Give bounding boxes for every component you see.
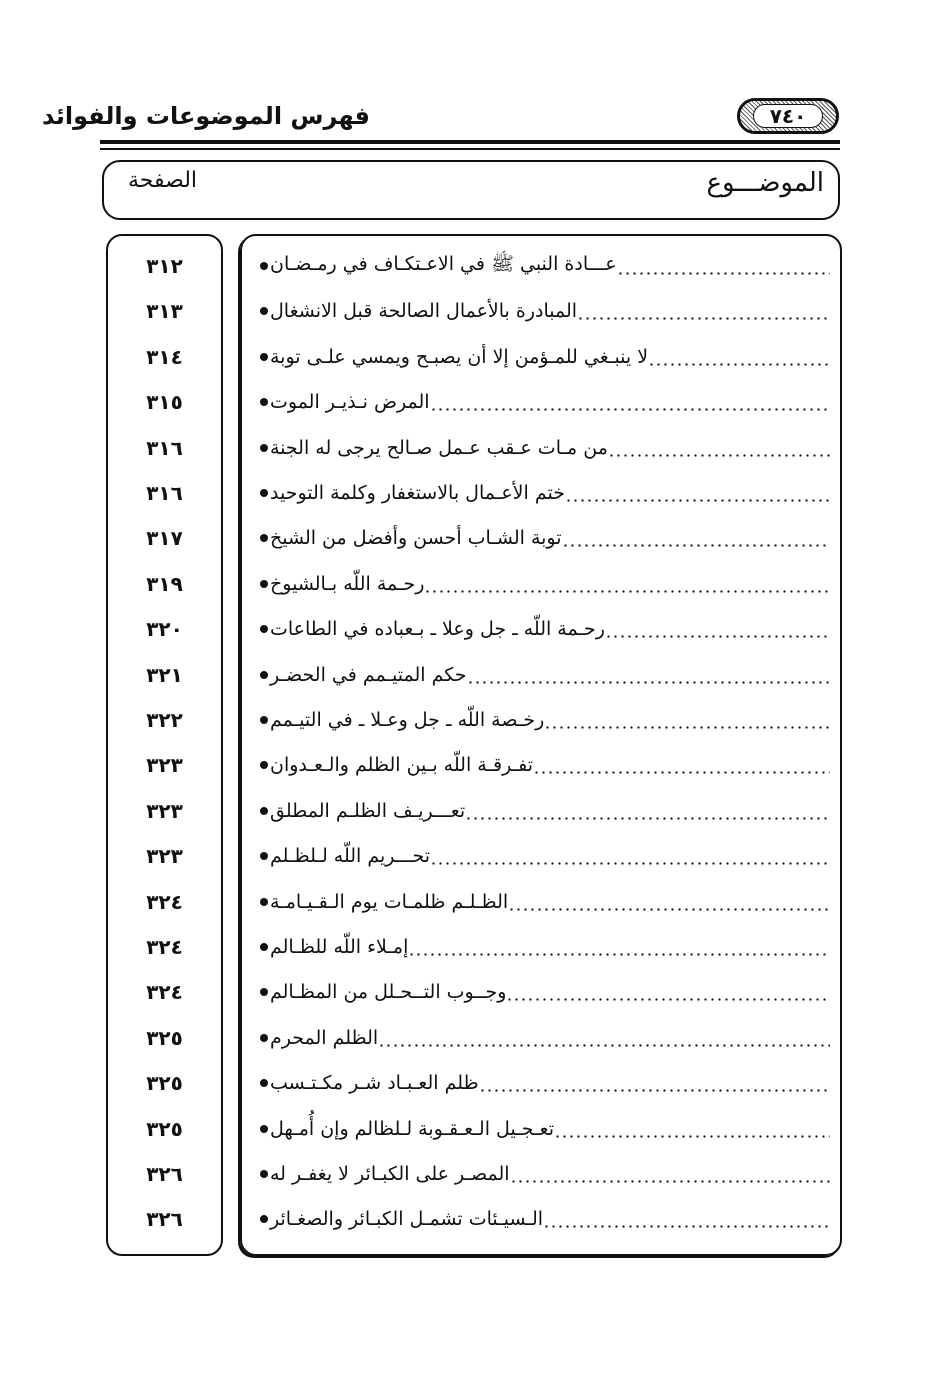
entry-page-number: ٣١٥: [146, 390, 183, 414]
bullet-icon: [260, 807, 268, 815]
bullet-icon: [260, 716, 268, 724]
entry-title: المبادرة بالأعمال الصالحة قبل الانشغال: [270, 300, 578, 322]
dot-leader: [562, 544, 830, 547]
bullet-icon: [260, 1170, 268, 1178]
dot-leader: [467, 681, 831, 684]
entry-title: المصـر على الكبـائر لا يغفـر له: [270, 1163, 510, 1185]
dot-leader: [605, 635, 830, 638]
bullet-icon: [260, 307, 268, 315]
entry-page-number: ٣١٦: [146, 481, 183, 505]
dot-leader: [617, 272, 830, 275]
entry-title: تعـــريـف الظلـم المطلق: [270, 800, 466, 822]
entry-title: تحـــريم اللّه لـلظـلم: [270, 845, 431, 867]
dot-leader: [479, 1089, 830, 1092]
index-entry: [250, 1063, 830, 1103]
index-entry: [250, 337, 830, 377]
bullet-icon: [260, 671, 268, 679]
page-number-badge: [737, 98, 839, 134]
index-entry: [250, 609, 830, 649]
entry-page-number: ٣٢٦: [146, 1207, 183, 1231]
dot-leader: [408, 953, 830, 956]
index-entry: [250, 1199, 830, 1239]
entry-title: لا ينبـغي للمـؤمن إلا أن يصبـح ويمسي علـى توبة: [270, 346, 649, 368]
entry-title: المرض نـذيـر الموت: [270, 391, 430, 413]
header-rule-thin: [100, 148, 840, 150]
index-entry: [250, 972, 830, 1012]
bullet-icon: [260, 262, 268, 270]
entry-title: تعـجـيل الـعـقـوبة لـلظالم وإن أُمـهل: [270, 1118, 554, 1140]
column-header-page: الصفحة: [128, 168, 198, 193]
bullet-icon: [260, 898, 268, 906]
entry-title: من مـات عـقب عـمل صـالح يرجى له الجنة: [270, 437, 608, 459]
entry-page-number: ٣١٦: [146, 436, 183, 460]
column-header-topic: الموضـــوع: [706, 168, 824, 198]
entry-page-number: ٣٢٤: [146, 980, 183, 1004]
index-entry: [250, 791, 830, 831]
dot-leader: [510, 1180, 830, 1183]
dot-leader: [430, 862, 830, 865]
bullet-icon: [260, 1215, 268, 1223]
entry-page-number: ٣٢٣: [146, 844, 183, 868]
index-entry: [250, 882, 830, 922]
entry-page-number: ٣٢٠: [146, 617, 183, 641]
entry-page-number: ٣٢٢: [146, 708, 183, 732]
bullet-icon: [260, 943, 268, 951]
bullet-icon: [260, 988, 268, 996]
entry-page-number: ٣٢١: [146, 663, 183, 687]
entry-page-number: ٣١٢: [146, 254, 183, 278]
entry-page-number: ٣١٣: [146, 299, 183, 323]
index-entry: [250, 655, 830, 695]
bullet-icon: [260, 625, 268, 633]
entry-title: ختم الأعـمال بالاستغفار وكلمة التوحيد: [270, 482, 565, 504]
dot-leader: [378, 1044, 830, 1047]
index-entry: [250, 700, 830, 740]
entry-page-number: ٣٢٣: [146, 753, 183, 777]
bullet-icon: [260, 353, 268, 361]
dot-leader: [424, 590, 830, 593]
index-entry: [250, 382, 830, 422]
dot-leader: [543, 1225, 830, 1228]
entry-page-number: ٣٢٤: [146, 890, 183, 914]
dot-leader: [465, 817, 830, 820]
dot-leader: [430, 408, 830, 411]
entry-title: حكم المتيـمم في الحضـر: [270, 664, 467, 686]
entry-page-number: ٣٢٣: [146, 799, 183, 823]
entry-title: رخـصة اللّه ـ جل وعـلا ـ في التيـمم: [270, 709, 545, 731]
index-entry: [250, 927, 830, 967]
index-entry: [250, 291, 830, 331]
index-entry: [250, 428, 830, 468]
entry-title: عـــادة النبي ﷺ في الاعـتكـاف في رمـضـان: [270, 253, 617, 275]
entry-title: رحـمة اللّه ـ جل وعلا ـ بـعباده في الطاعات: [270, 618, 605, 640]
dot-leader: [533, 771, 830, 774]
dot-leader: [565, 499, 830, 502]
entry-page-number: ٣١٧: [146, 526, 183, 550]
bullet-icon: [260, 489, 268, 497]
running-title: فهرس الموضوعات والفوائد: [41, 102, 370, 130]
index-entry: [250, 1109, 830, 1149]
entry-page-number: ٣١٩: [146, 572, 183, 596]
entry-page-number: ٣٢٥: [146, 1117, 183, 1141]
index-entry: [250, 745, 830, 785]
bullet-icon: [260, 580, 268, 588]
bullet-icon: [260, 1034, 268, 1042]
entry-title: إمـلاء اللّه للظـالم: [270, 936, 409, 958]
entry-page-number: ٣٢٦: [146, 1162, 183, 1186]
entry-title: ظلم العـبـاد شـر مكـتـسب: [270, 1072, 479, 1094]
dot-leader: [648, 363, 830, 366]
header-rule-thick: [100, 140, 840, 144]
bullet-icon: [260, 534, 268, 542]
page-number: ٧٤٠: [753, 104, 823, 128]
bullet-icon: [260, 1079, 268, 1087]
index-entry: [250, 473, 830, 513]
entry-title: رحـمة اللّه بـالشيوخ: [270, 573, 425, 595]
index-entry: [250, 1154, 830, 1194]
column-header-box: [102, 160, 840, 220]
dot-leader: [508, 908, 830, 911]
entry-page-number: ٣٢٥: [146, 1071, 183, 1095]
index-entry: [250, 518, 830, 558]
entry-title: الـسيـئات تشمـل الكبـائر والصغـائر: [270, 1208, 544, 1230]
dot-leader: [577, 317, 830, 320]
dot-leader: [608, 454, 830, 457]
entry-title: تفـرقـة اللّه بـين الظلم والـعـدوان: [270, 754, 534, 776]
dot-leader: [506, 998, 830, 1001]
entry-page-number: ٣٢٤: [146, 935, 183, 959]
entry-title: الظلم المحرم: [270, 1027, 379, 1049]
index-entry: [250, 564, 830, 604]
entry-title: وجــوب التــحـلل من المظـالم: [270, 981, 507, 1003]
dot-leader: [554, 1135, 830, 1138]
bullet-icon: [260, 1125, 268, 1133]
bullet-icon: [260, 398, 268, 406]
entry-title: توبة الشـاب أحسن وأفضل من الشيخ: [270, 527, 562, 549]
entry-title: الظـلـم ظلمـات يوم الـقـيـامـة: [270, 891, 509, 913]
index-entry: [250, 1018, 830, 1058]
entry-page-number: ٣١٤: [146, 345, 183, 369]
entry-page-number: ٣٢٥: [146, 1026, 183, 1050]
index-entry: [250, 246, 830, 286]
bullet-icon: [260, 761, 268, 769]
bullet-icon: [260, 444, 268, 452]
dot-leader: [544, 726, 830, 729]
bullet-icon: [260, 852, 268, 860]
index-entry: [250, 836, 830, 876]
